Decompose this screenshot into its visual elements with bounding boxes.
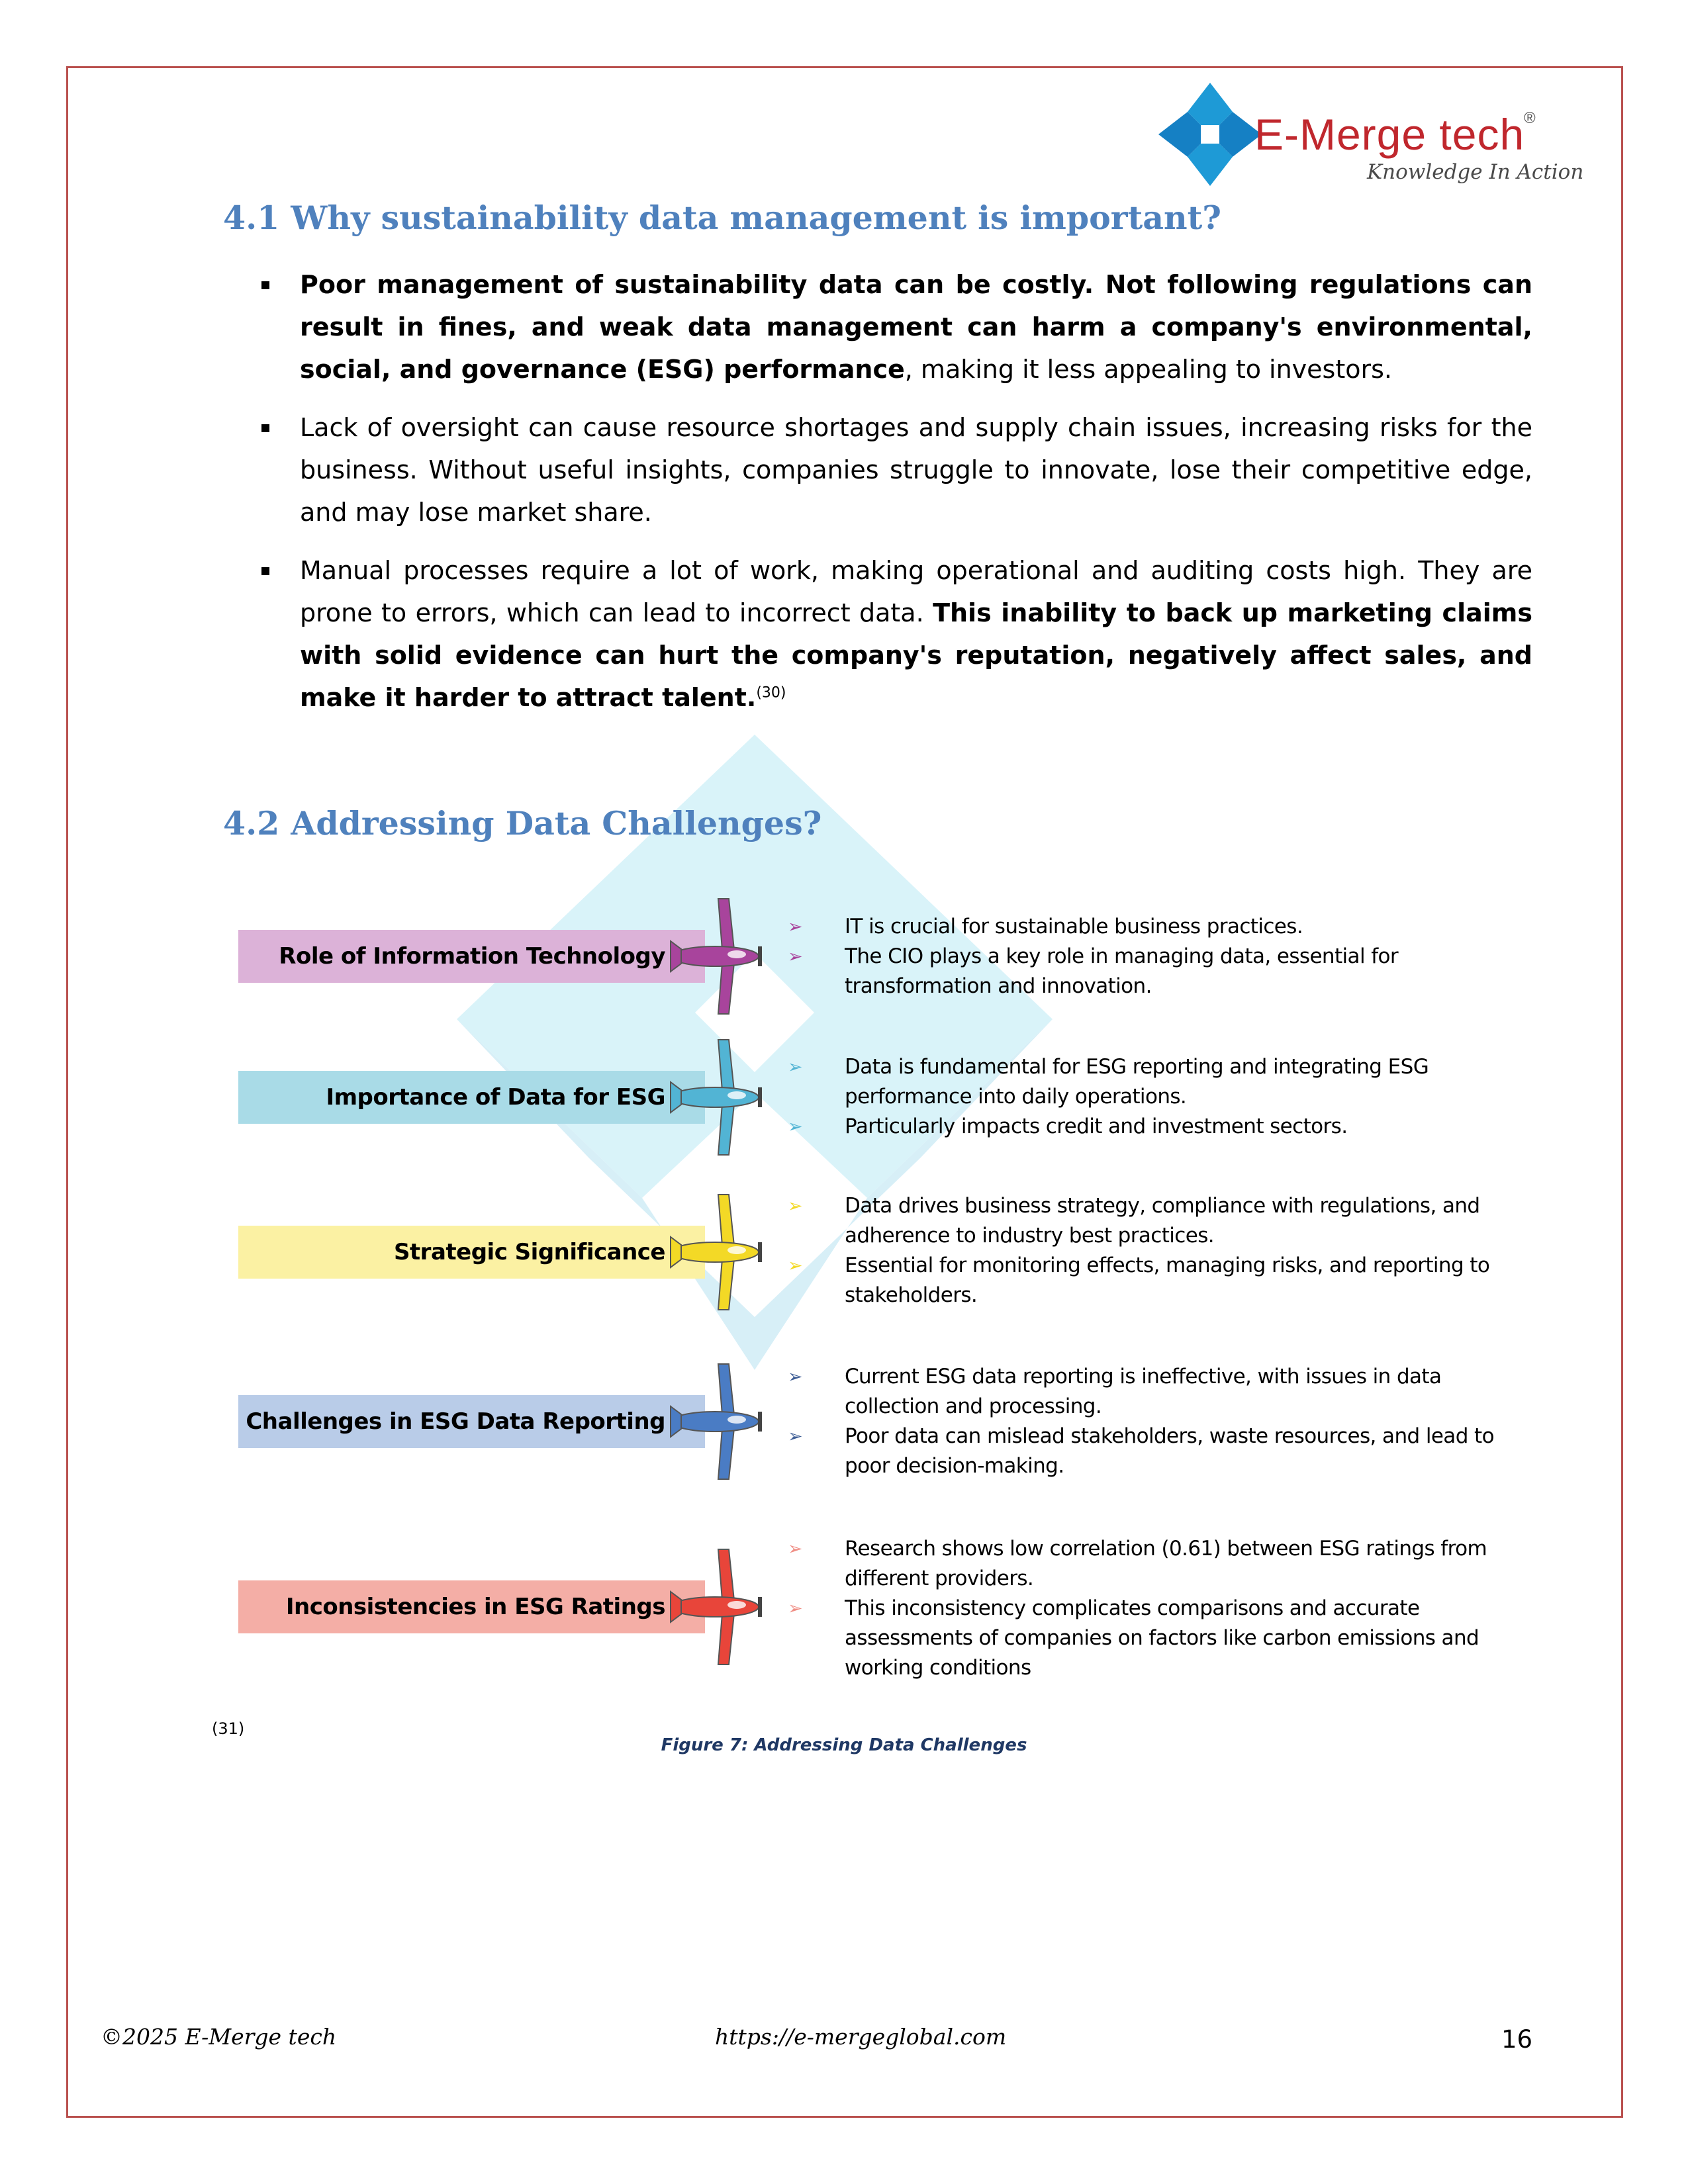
bullet-bold-text: Poor management of sustainability data can be costly. Not following regulations can result in fines, and weak data management can harm a company's environmental, social, and governance (ESG) performance <box>300 270 1532 384</box>
arrow-bullet-icon: ➢ <box>788 1426 803 1447</box>
diagram-point <box>788 1191 1529 1251</box>
diagram-point <box>788 1251 1529 1310</box>
diagram-label-band <box>238 1226 705 1279</box>
airplane-icon <box>665 1189 765 1315</box>
diagram-point <box>788 912 1529 942</box>
arrow-bullet-icon: ➢ <box>788 917 803 937</box>
diagram-points <box>788 912 1529 1001</box>
arrow-bullet-icon: ➢ <box>788 1367 803 1387</box>
diagram-point <box>788 1594 1529 1683</box>
diagram-points <box>788 1191 1529 1310</box>
diagram-points <box>788 1362 1529 1481</box>
diagram-label: Strategic Significance <box>393 1239 665 1265</box>
figure-citation: (31) <box>212 1719 245 1738</box>
diagram-label-band <box>238 930 705 983</box>
diagram-label: Importance of Data for ESG <box>326 1084 665 1111</box>
diagram-point-text: Data is fundamental for ESG reporting and integrating ESG performance into daily operations. <box>845 1055 1429 1109</box>
citation-ref: (30) <box>756 684 786 702</box>
diagram-label-band <box>238 1071 705 1124</box>
diagram-point <box>788 1534 1529 1594</box>
diagram-point-text: Data drives business strategy, compliance with regulations, and adherence to industry best practices. <box>845 1194 1480 1248</box>
bullet-square-icon <box>261 424 269 432</box>
diagram-point-text: This inconsistency complicates comparisons and accurate assessments of companies on factors like carbon emissions and working conditions <box>845 1596 1479 1680</box>
bullet-item <box>261 549 1532 719</box>
bullet-item <box>261 406 1532 533</box>
bullet-text: , making it less appealing to investors. <box>904 355 1392 384</box>
diagram-label: Challenges in ESG Data Reporting <box>246 1408 665 1435</box>
logo-tagline: Knowledge In Action <box>1367 160 1584 184</box>
diagram-point <box>788 1052 1529 1112</box>
diagram-point <box>788 1112 1529 1142</box>
bullet-bold-text: This inability to back up marketing claims with solid evidence can hurt the company's reputation, negatively affect sales, and make it harder to attract talent. <box>300 598 1532 712</box>
figure-caption: Figure 7: Addressing Data Challenges <box>661 1735 1027 1755</box>
diagram-point <box>788 942 1529 1001</box>
arrow-bullet-icon: ➢ <box>788 1255 803 1276</box>
arrow-bullet-icon: ➢ <box>788 1116 803 1137</box>
diagram-point-text: The CIO plays a key role in managing data, essential for transformation and innovation. <box>845 944 1399 998</box>
airplane-icon <box>665 893 765 1019</box>
diagram-point-text: Particularly impacts credit and investment sectors. <box>845 1115 1348 1138</box>
diagram-points <box>788 1052 1529 1142</box>
logo-registered-mark: ® <box>1524 109 1536 127</box>
bullet-item <box>261 263 1532 390</box>
airplane-icon <box>665 1034 765 1160</box>
diagram-point <box>788 1362 1529 1422</box>
arrow-bullet-icon: ➢ <box>788 1057 803 1077</box>
footer-url[interactable]: https://e-mergeglobal.com <box>715 2024 1007 2050</box>
bullet-square-icon <box>261 281 269 289</box>
diagram-point-text: Current ESG data reporting is ineffective, with issues in data collection and processing. <box>845 1365 1442 1418</box>
diagram-points <box>788 1534 1529 1683</box>
diagram-label: Role of Information Technology <box>279 943 665 970</box>
diagram-point <box>788 1422 1529 1481</box>
diagram-point-text: IT is crucial for sustainable business practices. <box>845 915 1303 938</box>
logo-name: E-Merge tech <box>1254 110 1525 159</box>
arrow-bullet-icon: ➢ <box>788 1598 803 1619</box>
bullet-square-icon <box>261 567 269 575</box>
bullet-list <box>261 263 1532 735</box>
page-number: 16 <box>1501 2025 1533 2054</box>
footer-copyright: ©2025 E-Merge tech <box>101 2024 337 2050</box>
section-heading-4-2: 4.2 Addressing Data Challenges? <box>223 804 822 842</box>
bullet-text: Manual processes require a lot of work, making operational and auditing costs high. They are prone to errors, which can lead to incorrect data. <box>300 556 1532 627</box>
bullet-text: Lack of oversight can cause resource shortages and supply chain issues, increasing risks for the business. Without useful insights, companies struggle to innovate, lose their competitive edge, and may lose market share. <box>300 413 1532 527</box>
diagram-label: Inconsistencies in ESG Ratings <box>285 1594 665 1620</box>
diagram-label-band <box>238 1580 705 1633</box>
section-heading-4-1: 4.1 Why sustainability data management is important? <box>223 199 1221 237</box>
diagram-label-band <box>238 1395 705 1448</box>
arrow-bullet-icon: ➢ <box>788 946 803 967</box>
airplane-icon <box>665 1359 765 1484</box>
diagram-point-text: Poor data can mislead stakeholders, waste resources, and lead to poor decision-making. <box>845 1424 1494 1478</box>
arrow-bullet-icon: ➢ <box>788 1196 803 1216</box>
airplane-icon <box>665 1544 765 1670</box>
diagram-point-text: Research shows low correlation (0.61) between ESG ratings from different providers. <box>845 1537 1487 1590</box>
arrow-bullet-icon: ➢ <box>788 1539 803 1559</box>
diagram-point-text: Essential for monitoring effects, managing risks, and reporting to stakeholders. <box>845 1253 1490 1307</box>
